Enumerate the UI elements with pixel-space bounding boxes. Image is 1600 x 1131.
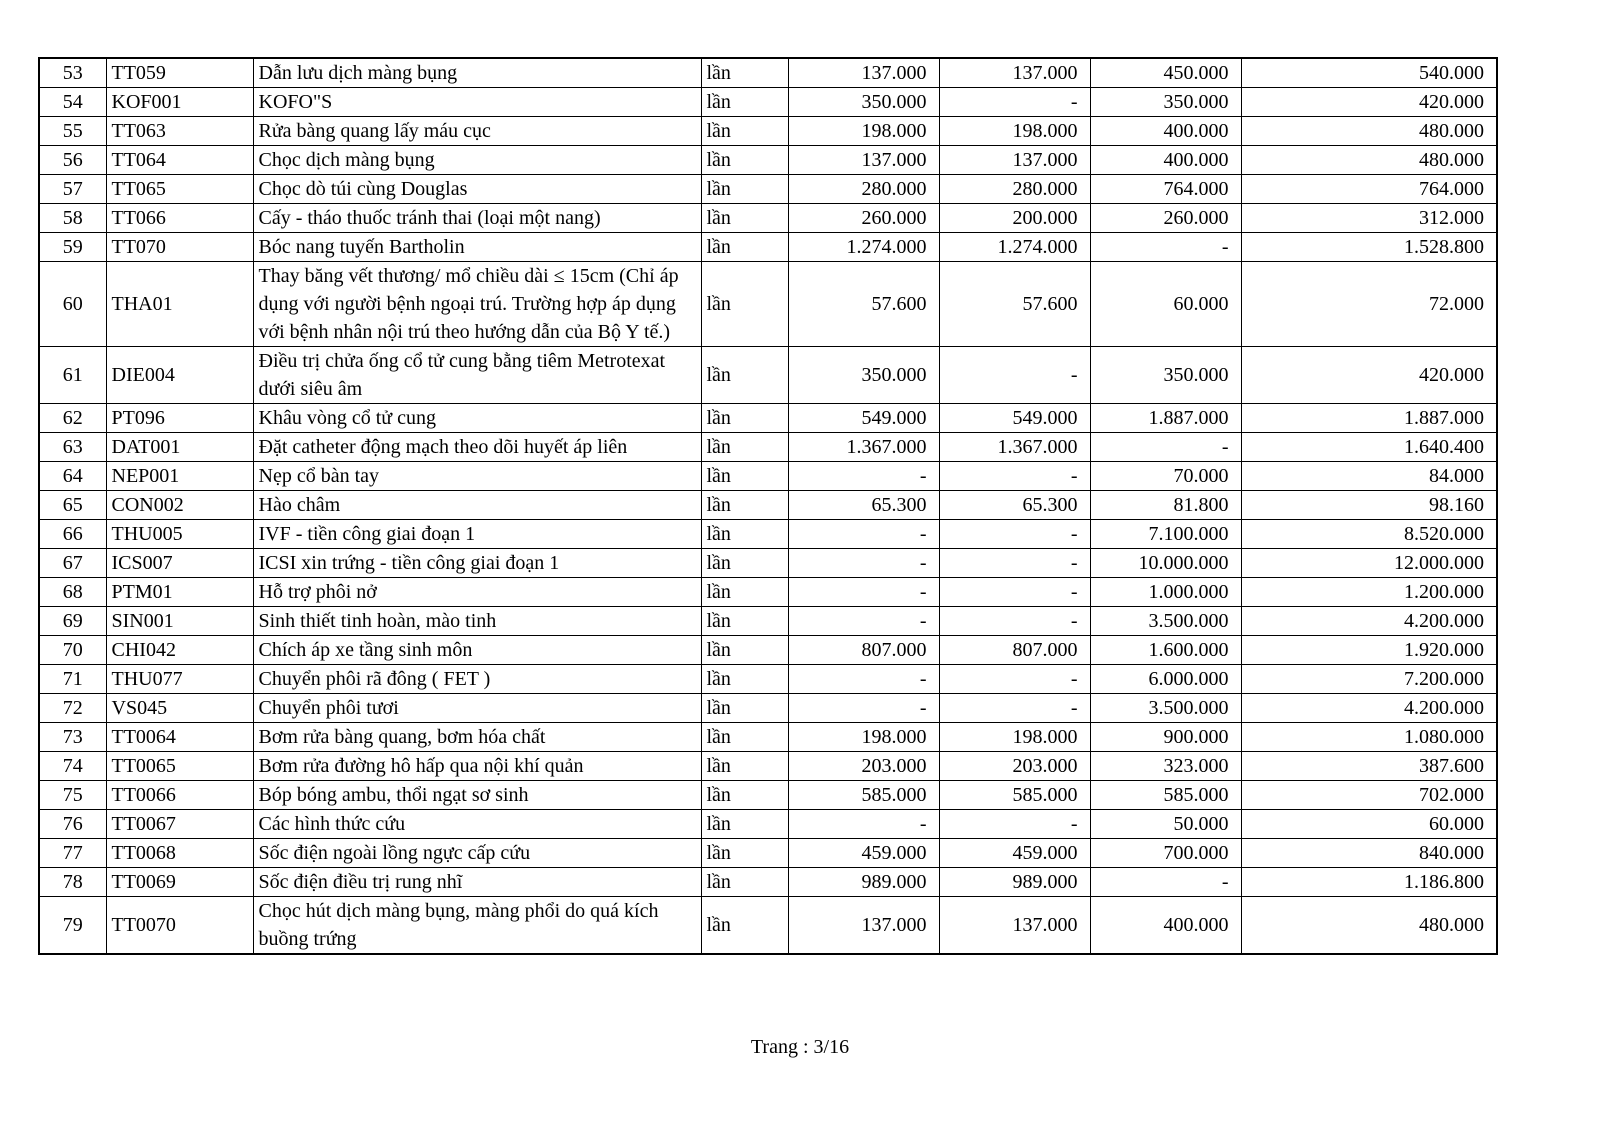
price-4-cell: 840.000 xyxy=(1241,839,1497,868)
price-4-cell: 1.200.000 xyxy=(1241,578,1497,607)
price-2-cell: - xyxy=(939,88,1090,117)
service-code-cell: DIE004 xyxy=(106,347,253,404)
unit-cell: lần xyxy=(701,810,788,839)
price-2-cell: 989.000 xyxy=(939,868,1090,897)
unit-cell: lần xyxy=(701,694,788,723)
service-code-cell: TT070 xyxy=(106,233,253,262)
table-row xyxy=(39,233,1497,262)
price-2-cell: 137.000 xyxy=(939,897,1090,955)
price-1-cell: 585.000 xyxy=(788,781,939,810)
price-2-cell: 280.000 xyxy=(939,175,1090,204)
price-1-cell: 137.000 xyxy=(788,146,939,175)
price-3-cell: 1.000.000 xyxy=(1090,578,1241,607)
unit-cell: lần xyxy=(701,347,788,404)
price-3-cell: 400.000 xyxy=(1090,117,1241,146)
table-row xyxy=(39,433,1497,462)
table-row xyxy=(39,839,1497,868)
unit-cell: lần xyxy=(701,549,788,578)
page-number: Trang : 3/16 xyxy=(750,1036,850,1058)
price-1-cell: 137.000 xyxy=(788,897,939,955)
price-table xyxy=(38,57,1498,955)
price-2-cell: - xyxy=(939,810,1090,839)
price-2-cell: 198.000 xyxy=(939,117,1090,146)
table-row xyxy=(39,723,1497,752)
row-number-cell: 58 xyxy=(39,204,106,233)
service-code-cell: THU077 xyxy=(106,665,253,694)
price-3-cell: - xyxy=(1090,868,1241,897)
price-3-cell: 50.000 xyxy=(1090,810,1241,839)
price-4-cell: 1.640.400 xyxy=(1241,433,1497,462)
price-1-cell: 198.000 xyxy=(788,117,939,146)
row-number-cell: 65 xyxy=(39,491,106,520)
price-2-cell: 585.000 xyxy=(939,781,1090,810)
unit-cell: lần xyxy=(701,262,788,347)
price-1-cell: 137.000 xyxy=(788,58,939,88)
price-3-cell: 450.000 xyxy=(1090,58,1241,88)
price-2-cell: - xyxy=(939,549,1090,578)
unit-cell: lần xyxy=(701,607,788,636)
unit-cell: lần xyxy=(701,839,788,868)
price-4-cell: 1.186.800 xyxy=(1241,868,1497,897)
unit-cell: lần xyxy=(701,578,788,607)
price-1-cell: - xyxy=(788,578,939,607)
price-2-cell: 807.000 xyxy=(939,636,1090,665)
row-number-cell: 72 xyxy=(39,694,106,723)
unit-cell: lần xyxy=(701,433,788,462)
price-4-cell: 540.000 xyxy=(1241,58,1497,88)
price-3-cell: 400.000 xyxy=(1090,146,1241,175)
service-code-cell: PT096 xyxy=(106,404,253,433)
row-number-cell: 57 xyxy=(39,175,106,204)
unit-cell: lần xyxy=(701,404,788,433)
service-name-cell: ICSI xin trứng - tiền công giai đoạn 1 xyxy=(253,549,701,578)
row-number-cell: 54 xyxy=(39,88,106,117)
unit-cell: lần xyxy=(701,146,788,175)
price-2-cell: - xyxy=(939,347,1090,404)
unit-cell: lần xyxy=(701,233,788,262)
unit-cell: lần xyxy=(701,520,788,549)
price-2-cell: - xyxy=(939,694,1090,723)
price-2-cell: 137.000 xyxy=(939,146,1090,175)
price-3-cell: 60.000 xyxy=(1090,262,1241,347)
price-2-cell: - xyxy=(939,607,1090,636)
service-name-cell: Dẫn lưu dịch màng bụng xyxy=(253,58,701,88)
service-name-cell: Rửa bàng quang lấy máu cục xyxy=(253,117,701,146)
row-number-cell: 63 xyxy=(39,433,106,462)
price-4-cell: 480.000 xyxy=(1241,117,1497,146)
price-4-cell: 12.000.000 xyxy=(1241,549,1497,578)
unit-cell: lần xyxy=(701,636,788,665)
price-2-cell: 1.274.000 xyxy=(939,233,1090,262)
service-name-cell: Chọc dịch màng bụng xyxy=(253,146,701,175)
price-3-cell: 350.000 xyxy=(1090,88,1241,117)
row-number-cell: 73 xyxy=(39,723,106,752)
price-1-cell: - xyxy=(788,462,939,491)
unit-cell: lần xyxy=(701,117,788,146)
service-code-cell: CON002 xyxy=(106,491,253,520)
row-number-cell: 68 xyxy=(39,578,106,607)
price-3-cell: 700.000 xyxy=(1090,839,1241,868)
table-row xyxy=(39,146,1497,175)
unit-cell: lần xyxy=(701,752,788,781)
service-code-cell: ICS007 xyxy=(106,549,253,578)
service-name-cell: Khâu vòng cổ tử cung xyxy=(253,404,701,433)
price-4-cell: 60.000 xyxy=(1241,810,1497,839)
price-3-cell: 7.100.000 xyxy=(1090,520,1241,549)
row-number-cell: 55 xyxy=(39,117,106,146)
row-number-cell: 60 xyxy=(39,262,106,347)
service-name-cell: Chọc hút dịch màng bụng, màng phổi do quá kích buồng trứng xyxy=(253,897,701,955)
price-3-cell: 1.600.000 xyxy=(1090,636,1241,665)
table-row xyxy=(39,636,1497,665)
row-number-cell: 78 xyxy=(39,868,106,897)
price-1-cell: - xyxy=(788,520,939,549)
price-2-cell: 65.300 xyxy=(939,491,1090,520)
table-row xyxy=(39,88,1497,117)
row-number-cell: 53 xyxy=(39,58,106,88)
price-4-cell: 420.000 xyxy=(1241,347,1497,404)
service-code-cell: PTM01 xyxy=(106,578,253,607)
price-1-cell: - xyxy=(788,694,939,723)
price-1-cell: 350.000 xyxy=(788,347,939,404)
row-number-cell: 79 xyxy=(39,897,106,955)
price-4-cell: 72.000 xyxy=(1241,262,1497,347)
service-code-cell: NEP001 xyxy=(106,462,253,491)
row-number-cell: 77 xyxy=(39,839,106,868)
price-3-cell: - xyxy=(1090,433,1241,462)
row-number-cell: 61 xyxy=(39,347,106,404)
table-row xyxy=(39,262,1497,347)
service-name-cell: Sốc điện ngoài lồng ngực cấp cứu xyxy=(253,839,701,868)
price-2-cell: 1.367.000 xyxy=(939,433,1090,462)
service-code-cell: DAT001 xyxy=(106,433,253,462)
service-name-cell: Sốc điện điều trị rung nhĩ xyxy=(253,868,701,897)
service-name-cell: Sinh thiết tinh hoàn, mào tinh xyxy=(253,607,701,636)
price-2-cell: - xyxy=(939,578,1090,607)
price-4-cell: 420.000 xyxy=(1241,88,1497,117)
price-1-cell: 203.000 xyxy=(788,752,939,781)
table-row xyxy=(39,665,1497,694)
service-code-cell: TT066 xyxy=(106,204,253,233)
table-row xyxy=(39,781,1497,810)
price-2-cell: 200.000 xyxy=(939,204,1090,233)
table-row xyxy=(39,175,1497,204)
unit-cell: lần xyxy=(701,175,788,204)
row-number-cell: 70 xyxy=(39,636,106,665)
price-4-cell: 1.887.000 xyxy=(1241,404,1497,433)
price-1-cell: 57.600 xyxy=(788,262,939,347)
price-3-cell: 764.000 xyxy=(1090,175,1241,204)
unit-cell: lần xyxy=(701,897,788,955)
price-1-cell: - xyxy=(788,810,939,839)
service-name-cell: IVF - tiền công giai đoạn 1 xyxy=(253,520,701,549)
service-name-cell: Chuyển phôi tươi xyxy=(253,694,701,723)
table-row xyxy=(39,404,1497,433)
table-row xyxy=(39,462,1497,491)
row-number-cell: 75 xyxy=(39,781,106,810)
price-4-cell: 8.520.000 xyxy=(1241,520,1497,549)
service-name-cell: Hỗ trợ phôi nở xyxy=(253,578,701,607)
unit-cell: lần xyxy=(701,868,788,897)
service-name-cell: Bóp bóng ambu, thổi ngạt sơ sinh xyxy=(253,781,701,810)
price-2-cell: 137.000 xyxy=(939,58,1090,88)
row-number-cell: 74 xyxy=(39,752,106,781)
table-row xyxy=(39,204,1497,233)
service-code-cell: TT0066 xyxy=(106,781,253,810)
service-name-cell: Bóc nang tuyến Bartholin xyxy=(253,233,701,262)
price-1-cell: 459.000 xyxy=(788,839,939,868)
price-2-cell: 57.600 xyxy=(939,262,1090,347)
service-name-cell: Điều trị chửa ống cổ tử cung bằng tiêm Metrotexat dưới siêu âm xyxy=(253,347,701,404)
row-number-cell: 59 xyxy=(39,233,106,262)
price-3-cell: 400.000 xyxy=(1090,897,1241,955)
price-1-cell: 65.300 xyxy=(788,491,939,520)
service-code-cell: SIN001 xyxy=(106,607,253,636)
service-name-cell: Cấy - tháo thuốc tránh thai (loại một nang) xyxy=(253,204,701,233)
service-code-cell: TT0070 xyxy=(106,897,253,955)
price-2-cell: - xyxy=(939,462,1090,491)
service-code-cell: TT0064 xyxy=(106,723,253,752)
table-row xyxy=(39,868,1497,897)
service-name-cell: Các hình thức cứu xyxy=(253,810,701,839)
price-1-cell: - xyxy=(788,665,939,694)
service-code-cell: TT0069 xyxy=(106,868,253,897)
unit-cell: lần xyxy=(701,491,788,520)
unit-cell: lần xyxy=(701,723,788,752)
price-1-cell: 260.000 xyxy=(788,204,939,233)
service-name-cell: Chích áp xe tầng sinh môn xyxy=(253,636,701,665)
row-number-cell: 71 xyxy=(39,665,106,694)
service-name-cell: Hào châm xyxy=(253,491,701,520)
price-4-cell: 312.000 xyxy=(1241,204,1497,233)
service-name-cell: Thay băng vết thương/ mổ chiều dài ≤ 15cm (Chỉ áp dụng với người bệnh ngoại trú. Trường hợp áp dụng với bệnh nhân nội trú theo hướng dẫn của Bộ Y tế.) xyxy=(253,262,701,347)
price-4-cell: 1.920.000 xyxy=(1241,636,1497,665)
service-code-cell: CHI042 xyxy=(106,636,253,665)
unit-cell: lần xyxy=(701,88,788,117)
price-4-cell: 387.600 xyxy=(1241,752,1497,781)
price-1-cell: 280.000 xyxy=(788,175,939,204)
price-4-cell: 480.000 xyxy=(1241,146,1497,175)
service-name-cell: Nẹp cổ bàn tay xyxy=(253,462,701,491)
table-row xyxy=(39,491,1497,520)
table-row xyxy=(39,58,1497,88)
price-1-cell: 1.274.000 xyxy=(788,233,939,262)
price-3-cell: 6.000.000 xyxy=(1090,665,1241,694)
price-3-cell: 1.887.000 xyxy=(1090,404,1241,433)
price-3-cell: 3.500.000 xyxy=(1090,694,1241,723)
price-1-cell: - xyxy=(788,549,939,578)
price-3-cell: 3.500.000 xyxy=(1090,607,1241,636)
service-code-cell: TT0065 xyxy=(106,752,253,781)
price-4-cell: 480.000 xyxy=(1241,897,1497,955)
price-2-cell: 549.000 xyxy=(939,404,1090,433)
price-3-cell: 70.000 xyxy=(1090,462,1241,491)
table-row xyxy=(39,347,1497,404)
table-body xyxy=(39,58,1497,954)
price-2-cell: - xyxy=(939,665,1090,694)
price-1-cell: - xyxy=(788,607,939,636)
unit-cell: lần xyxy=(701,58,788,88)
price-3-cell: 260.000 xyxy=(1090,204,1241,233)
service-code-cell: TT0068 xyxy=(106,839,253,868)
price-1-cell: 1.367.000 xyxy=(788,433,939,462)
service-code-cell: TT0067 xyxy=(106,810,253,839)
table-row xyxy=(39,117,1497,146)
table-row xyxy=(39,549,1497,578)
price-4-cell: 4.200.000 xyxy=(1241,694,1497,723)
row-number-cell: 56 xyxy=(39,146,106,175)
service-code-cell: KOF001 xyxy=(106,88,253,117)
price-3-cell: - xyxy=(1090,233,1241,262)
price-4-cell: 84.000 xyxy=(1241,462,1497,491)
table-row xyxy=(39,897,1497,955)
table-row xyxy=(39,578,1497,607)
service-name-cell: Bơm rửa bàng quang, bơm hóa chất xyxy=(253,723,701,752)
price-4-cell: 1.528.800 xyxy=(1241,233,1497,262)
price-1-cell: 549.000 xyxy=(788,404,939,433)
service-code-cell: THA01 xyxy=(106,262,253,347)
price-4-cell: 98.160 xyxy=(1241,491,1497,520)
service-code-cell: TT063 xyxy=(106,117,253,146)
price-1-cell: 989.000 xyxy=(788,868,939,897)
price-4-cell: 702.000 xyxy=(1241,781,1497,810)
price-4-cell: 4.200.000 xyxy=(1241,607,1497,636)
row-number-cell: 66 xyxy=(39,520,106,549)
price-1-cell: 807.000 xyxy=(788,636,939,665)
row-number-cell: 69 xyxy=(39,607,106,636)
row-number-cell: 76 xyxy=(39,810,106,839)
price-2-cell: 198.000 xyxy=(939,723,1090,752)
table-row xyxy=(39,520,1497,549)
service-name-cell: KOFO"S xyxy=(253,88,701,117)
table-row xyxy=(39,694,1497,723)
service-name-cell: Đặt catheter động mạch theo dõi huyết áp liên xyxy=(253,433,701,462)
table-row xyxy=(39,752,1497,781)
price-3-cell: 323.000 xyxy=(1090,752,1241,781)
price-3-cell: 900.000 xyxy=(1090,723,1241,752)
unit-cell: lần xyxy=(701,462,788,491)
service-code-cell: TT059 xyxy=(106,58,253,88)
service-name-cell: Chuyển phôi rã đông ( FET ) xyxy=(253,665,701,694)
price-2-cell: - xyxy=(939,520,1090,549)
price-2-cell: 459.000 xyxy=(939,839,1090,868)
unit-cell: lần xyxy=(701,665,788,694)
service-name-cell: Bơm rửa đường hô hấp qua nội khí quản xyxy=(253,752,701,781)
service-code-cell: VS045 xyxy=(106,694,253,723)
table-row xyxy=(39,810,1497,839)
service-name-cell: Chọc dò túi cùng Douglas xyxy=(253,175,701,204)
price-3-cell: 81.800 xyxy=(1090,491,1241,520)
unit-cell: lần xyxy=(701,204,788,233)
price-1-cell: 350.000 xyxy=(788,88,939,117)
service-code-cell: TT065 xyxy=(106,175,253,204)
row-number-cell: 62 xyxy=(39,404,106,433)
price-2-cell: 203.000 xyxy=(939,752,1090,781)
price-4-cell: 764.000 xyxy=(1241,175,1497,204)
price-3-cell: 585.000 xyxy=(1090,781,1241,810)
price-4-cell: 1.080.000 xyxy=(1241,723,1497,752)
table-row xyxy=(39,607,1497,636)
service-code-cell: TT064 xyxy=(106,146,253,175)
price-3-cell: 350.000 xyxy=(1090,347,1241,404)
price-3-cell: 10.000.000 xyxy=(1090,549,1241,578)
price-4-cell: 7.200.000 xyxy=(1241,665,1497,694)
unit-cell: lần xyxy=(701,781,788,810)
price-1-cell: 198.000 xyxy=(788,723,939,752)
row-number-cell: 67 xyxy=(39,549,106,578)
service-code-cell: THU005 xyxy=(106,520,253,549)
row-number-cell: 64 xyxy=(39,462,106,491)
